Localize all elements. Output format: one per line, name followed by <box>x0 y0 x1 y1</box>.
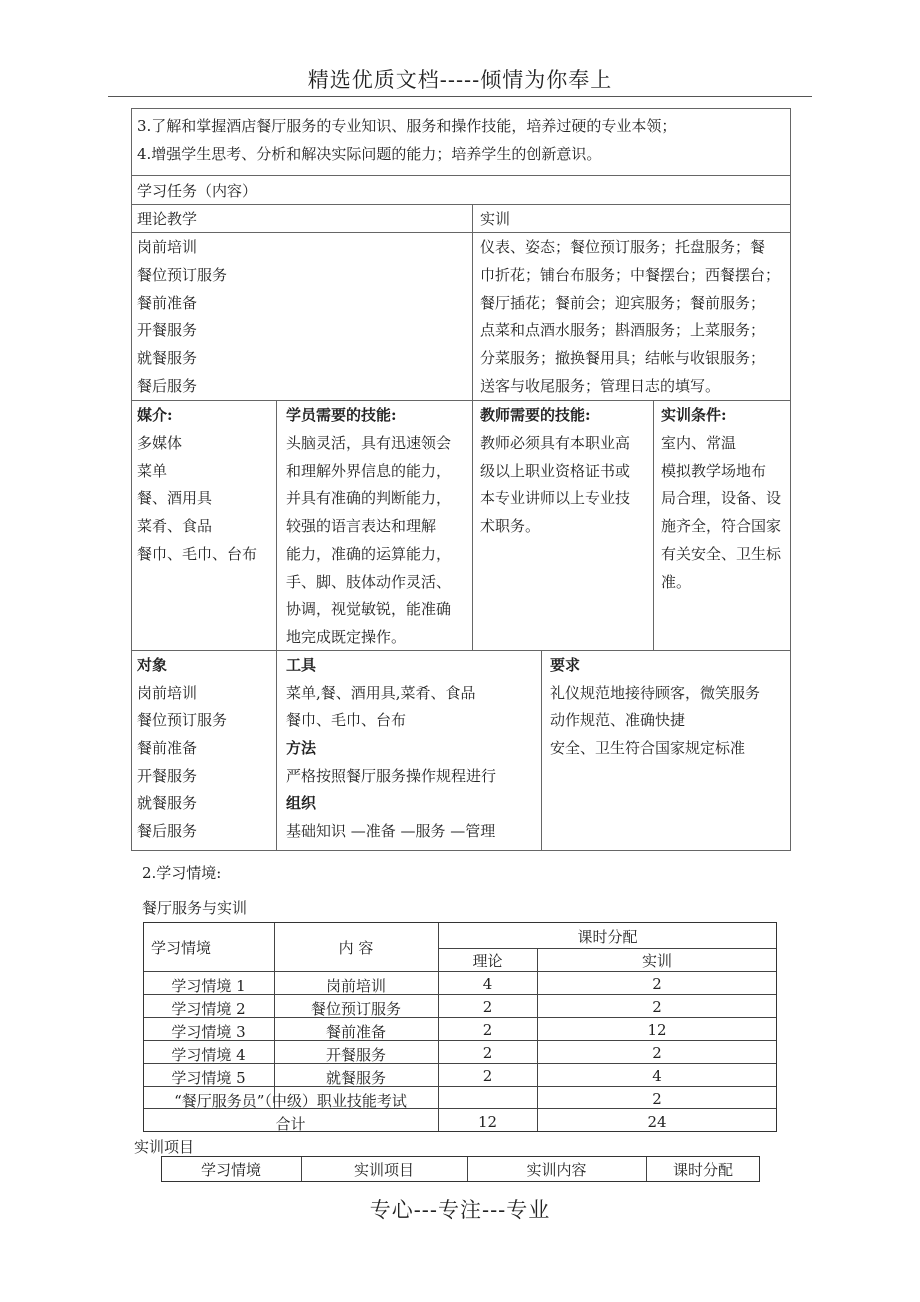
total-practice: 24 <box>647 1113 667 1131</box>
conditions-line: 模拟教学场地布 <box>661 462 767 480</box>
practice-label: 实训 <box>480 210 511 228</box>
practice-line: 餐厅插花；餐前会；迎宾服务；餐前服务； <box>480 294 766 312</box>
col-theory-header: 理论 <box>472 952 503 970</box>
projects-header: 实训项目 <box>353 1161 414 1179</box>
row-situation: 学习情境 2 <box>171 1000 246 1018</box>
list-item: 菜肴、食品 <box>137 517 213 535</box>
col-divider <box>472 204 473 650</box>
col-hours-header: 课时分配 <box>577 928 638 946</box>
student-skills-line: 协调，视觉敏锐，能准确 <box>286 600 452 618</box>
conditions-line: 局合理，设备、设 <box>661 489 782 507</box>
media-label: 媒介: <box>137 406 173 424</box>
exam-label: “餐厅服务员”（中级）职业技能考试 <box>174 1092 407 1110</box>
list-item: 开餐服务 <box>137 321 198 339</box>
teacher-skills-label: 教师需要的技能: <box>480 406 591 424</box>
list-item: 就餐服务 <box>137 349 198 367</box>
row-content: 开餐服务 <box>325 1046 386 1064</box>
row-practice: 2 <box>652 1044 662 1062</box>
row-situation: 学习情境 1 <box>171 977 246 995</box>
org-text: 基础知识 —准备 —服务 —管理 <box>286 822 496 840</box>
row-divider <box>144 971 776 972</box>
req-label: 要求 <box>550 656 581 674</box>
objective-3: 3.了解和掌握酒店餐厅服务的专业知识、服务和操作技能，培养过硬的专业本领； <box>137 117 677 135</box>
req-line: 动作规范、准确快捷 <box>550 711 686 729</box>
req-line: 礼仪规范地接待顾客，微笑服务 <box>550 684 761 702</box>
conditions-label: 实训条件: <box>661 406 727 424</box>
conditions-line: 室内、常温 <box>661 434 737 452</box>
list-item: 菜单 <box>137 462 168 480</box>
total-theory: 12 <box>477 1113 498 1131</box>
projects-caption: 实训项目 <box>134 1138 195 1156</box>
list-item: 餐位预订服务 <box>137 266 228 284</box>
col-divider <box>276 400 277 850</box>
tools-line: 菜单,餐、酒用具,菜肴、食品 <box>286 684 476 702</box>
row-situation: 学习情境 5 <box>171 1069 246 1087</box>
practice-line: 点菜和点酒水服务；斟酒服务；上菜服务； <box>480 321 766 339</box>
method-label: 方法 <box>286 739 317 757</box>
teacher-skills-line: 级以上职业资格证书或 <box>480 462 631 480</box>
practice-line: 巾折花；铺台布服务；中餐摆台；西餐摆台； <box>480 266 781 284</box>
student-skills-line: 手、脚、肢体动作灵活、 <box>286 573 452 591</box>
list-item: 餐后服务 <box>137 377 198 395</box>
row-divider <box>132 650 790 651</box>
req-line: 安全、卫生符合国家规定标准 <box>550 739 746 757</box>
row-content: 岗前培训 <box>325 977 386 995</box>
list-item: 餐前准备 <box>137 739 198 757</box>
row-divider <box>132 232 790 233</box>
row-content: 餐位预订服务 <box>310 1000 401 1018</box>
student-skills-line: 头脑灵活，具有迅速领会 <box>286 434 452 452</box>
conditions-line: 准。 <box>661 573 692 591</box>
tools-label: 工具 <box>286 656 317 674</box>
page-header-title: 精选优质文档-----倾情为你奉上 <box>307 68 613 92</box>
projects-header: 实训内容 <box>526 1161 587 1179</box>
row-situation: 学习情境 4 <box>171 1046 246 1064</box>
conditions-line: 施齐全，符合国家 <box>661 517 782 535</box>
student-skills-line: 地完成既定操作。 <box>286 628 407 646</box>
total-label: 合计 <box>275 1115 306 1133</box>
section2-heading: 2.学习情境: <box>142 864 222 882</box>
object-label: 对象 <box>137 656 168 674</box>
row-theory: 4 <box>482 975 493 993</box>
student-skills-line: 能力，准确的运算能力， <box>286 545 452 563</box>
row-practice: 2 <box>652 998 662 1016</box>
list-item: 开餐服务 <box>137 767 198 785</box>
practice-line: 送客与收尾服务；管理日志的填写。 <box>480 377 721 395</box>
list-item: 岗前培训 <box>137 238 198 256</box>
objective-4: 4.增强学生思考、分析和解决实际问题的能力；培养学生的创新意识。 <box>137 145 602 163</box>
practice-line: 仪表、姿态；餐位预订服务；托盘服务；餐 <box>480 238 766 256</box>
row-practice: 12 <box>647 1021 667 1039</box>
row-divider <box>438 948 776 949</box>
list-item: 岗前培训 <box>137 684 198 702</box>
teacher-skills-line: 本专业讲师以上专业技 <box>480 489 631 507</box>
conditions-line: 有关安全、卫生标 <box>661 545 782 563</box>
list-item: 餐后服务 <box>137 822 198 840</box>
list-item: 餐巾、毛巾、台布 <box>137 545 258 563</box>
teacher-skills-line: 教师必须具有本职业高 <box>480 434 631 452</box>
list-item: 多媒体 <box>137 434 183 452</box>
row-theory: 2 <box>482 1021 493 1039</box>
projects-header: 课时分配 <box>672 1161 733 1179</box>
col-divider <box>541 650 542 850</box>
student-skills-line: 较强的语言表达和理解 <box>286 517 437 535</box>
projects-header: 学习情境 <box>200 1161 261 1179</box>
page-footer: 专心---专注---专业 <box>369 1198 551 1222</box>
col-situation-header: 学习情境 <box>151 939 212 957</box>
practice-line: 分菜服务；撤换餐用具；结帐与收银服务； <box>480 349 766 367</box>
exam-practice: 2 <box>652 1090 662 1108</box>
col-content-header: 内 容 <box>338 939 374 957</box>
teacher-skills-line: 术职务。 <box>480 517 541 535</box>
col-divider <box>653 400 654 650</box>
theory-label: 理论教学 <box>137 210 198 228</box>
list-item: 就餐服务 <box>137 794 198 812</box>
list-item: 餐前准备 <box>137 294 198 312</box>
row-content: 就餐服务 <box>325 1069 386 1087</box>
row-practice: 4 <box>652 1067 662 1085</box>
list-item: 餐、酒用具 <box>137 489 213 507</box>
row-content: 餐前准备 <box>325 1023 386 1041</box>
row-theory: 2 <box>482 1067 493 1085</box>
section2-caption: 餐厅服务与实训 <box>142 899 248 917</box>
tools-line: 餐巾、毛巾、台布 <box>286 711 407 729</box>
tasks-heading: 学习任务（内容） <box>137 182 258 200</box>
student-skills-line: 和理解外界信息的能力， <box>286 462 452 480</box>
org-label: 组织 <box>286 794 317 812</box>
header-divider <box>108 96 812 97</box>
col-practice-header: 实训 <box>641 952 672 970</box>
row-situation: 学习情境 3 <box>171 1023 246 1041</box>
student-skills-line: 并具有准确的判断能力， <box>286 489 452 507</box>
method-text: 严格按照餐厅服务操作规程进行 <box>286 767 497 785</box>
student-skills-label: 学员需要的技能: <box>286 406 397 424</box>
list-item: 餐位预订服务 <box>137 711 228 729</box>
row-theory: 2 <box>482 1044 493 1062</box>
row-theory: 2 <box>482 998 493 1016</box>
row-divider <box>132 175 790 176</box>
row-practice: 2 <box>652 975 662 993</box>
